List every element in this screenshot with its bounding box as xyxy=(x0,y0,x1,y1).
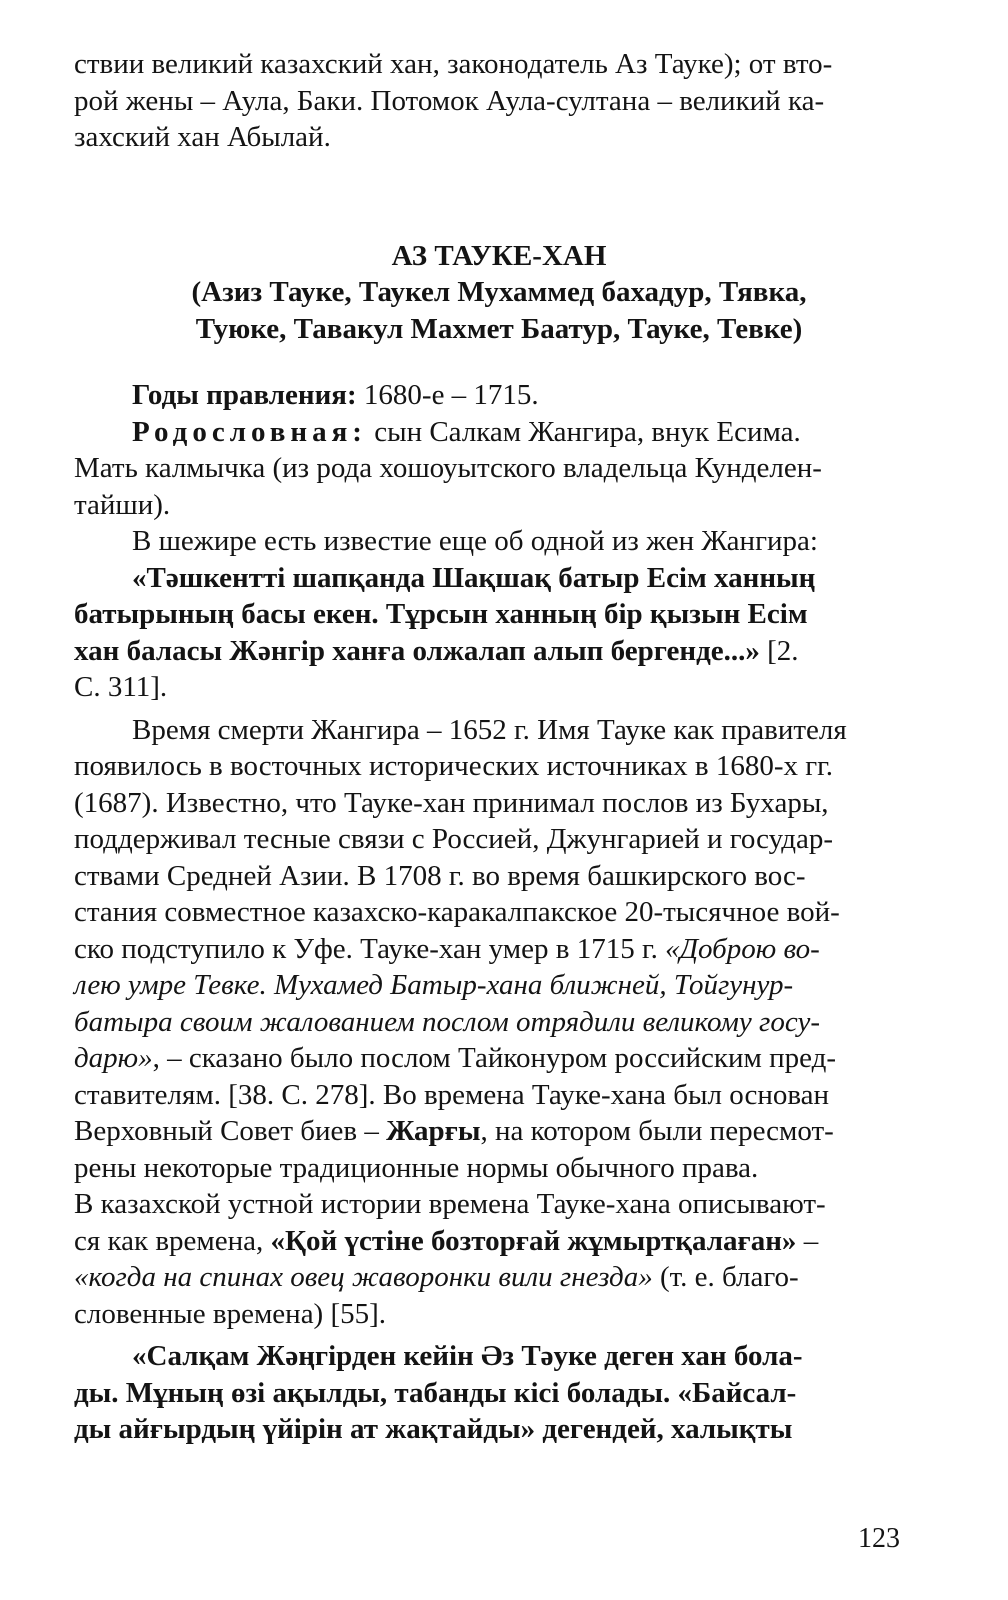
kazakh-quote-line: батырының басы екен. Тұрсын ханның бір қызын Есім xyxy=(74,598,808,630)
text-line: В шежире есть известие еще об одной из жен Жангира: xyxy=(132,525,818,557)
text-line: тайши). xyxy=(74,488,171,521)
text-line: ставителям. [38. С. 278]. Во времена Тауке-хана был основан xyxy=(74,1078,830,1111)
book-page xyxy=(74,46,924,1448)
history-paragraph xyxy=(74,712,924,1333)
text-line: В казахской устной истории времена Тауке-хана описывают- xyxy=(74,1188,826,1220)
citation: С. 311]. xyxy=(74,671,168,703)
kazakh-saying: «Қой үстіне бозторғай жұмыртқалаған» xyxy=(270,1224,797,1257)
text-line: рены некоторые традиционные нормы обычного права. xyxy=(74,1151,759,1184)
italic-quote: дарю» xyxy=(74,1042,153,1074)
text-line: Время смерти Жангира – 1652 г. Имя Тауке как правителя xyxy=(132,713,847,746)
text-span: ско подступило к Уфе. Тауке-хан умер в 1715 г. xyxy=(74,932,666,965)
kazakh-quote-line: ды айғырдың үйірін ат жақтайды» дегендей, халықты xyxy=(74,1413,793,1445)
section-title: АЗ ТАУКЕ-ХАН xyxy=(391,239,607,272)
shezhire-paragraph xyxy=(74,523,924,706)
genealogy-paragraph xyxy=(74,414,924,524)
kazakh-quote-line: хан баласы Жәнгір ханға олжалап алып бергенде...» xyxy=(74,634,760,667)
text-span: (т. е. благо- xyxy=(652,1261,799,1293)
section-heading xyxy=(74,238,924,348)
text-span: Верховный Совет биев – xyxy=(74,1115,387,1147)
genealogy-text: сын Салкам Жангира, внук Есима. xyxy=(366,415,801,448)
italic-quote: батыра своим жалованием послом отрядили великому госу- xyxy=(74,1005,821,1038)
italic-quote: лею умре Тевке. Мухамед Батыр-хана ближней, Тойгунур- xyxy=(74,969,794,1001)
text-line: появилось в восточных исторических источниках в 1680-х гг. xyxy=(74,750,834,782)
kazakh-quote-line: «Салқам Жәңгірден кейін Әз Тәуке деген хан бола- xyxy=(132,1340,803,1372)
reign-value: 1680-е – 1715. xyxy=(356,379,539,411)
text-line: ствии великий казахский хан, законодатель Аз Тауке); от вто- xyxy=(74,48,833,80)
text-span: , на котором были пересмот- xyxy=(480,1115,834,1147)
text-line: словенные времена) [55]. xyxy=(74,1297,387,1330)
section-aliases: Туюке, Тавакул Махмет Баатур, Тауке, Тевке) xyxy=(195,312,803,345)
text-span: – xyxy=(796,1224,819,1257)
page-number: 123 xyxy=(858,1523,900,1554)
italic-translation: «когда на спинах овец жаворонки вили гнезда» xyxy=(74,1261,653,1293)
reign-paragraph xyxy=(74,377,924,414)
text-span: , – сказано было послом Тайконуром российским пред- xyxy=(152,1042,837,1074)
text-line: поддерживал тесные связи с Россией, Джунгарией и государ- xyxy=(74,823,834,855)
text-span: ся как времена, xyxy=(74,1224,271,1257)
kazakh-quote-line: ды. Мұның өзі ақылды, табанды кісі болады. «Байсал- xyxy=(74,1376,797,1409)
text-line: (1687). Известно, что Тауке-хан принимал послов из Бухары, xyxy=(74,786,829,819)
section-aliases: (Азиз Тауке, Таукел Мухаммед бахадур, Тявка, xyxy=(191,276,807,308)
genealogy-label: Родословная: xyxy=(132,415,367,448)
text-line: захский хан Абылай. xyxy=(74,121,331,153)
italic-quote: «Доброю во- xyxy=(665,932,820,965)
citation: [2. xyxy=(759,634,799,667)
text-line: Мать калмычка (из рода хошоуытского владельца Кунделен- xyxy=(74,452,822,484)
kazakh-quote-line: «Тәшкентті шапқанда Шақшақ батыр Есім ханның xyxy=(132,561,816,594)
kazakh-quote-paragraph xyxy=(74,1338,924,1448)
reign-label: Годы правления: xyxy=(132,379,357,411)
text-line: ствами Средней Азии. В 1708 г. во время башкирского вос- xyxy=(74,859,806,892)
intro-paragraph xyxy=(74,46,924,156)
bold-term: Жарғы xyxy=(386,1115,481,1147)
text-line: рой жены – Аула, Баки. Потомок Аула-султана – великий ка- xyxy=(74,84,825,117)
text-line: стания совместное казахско-каракалпакское 20-тысячное вой- xyxy=(74,896,840,928)
